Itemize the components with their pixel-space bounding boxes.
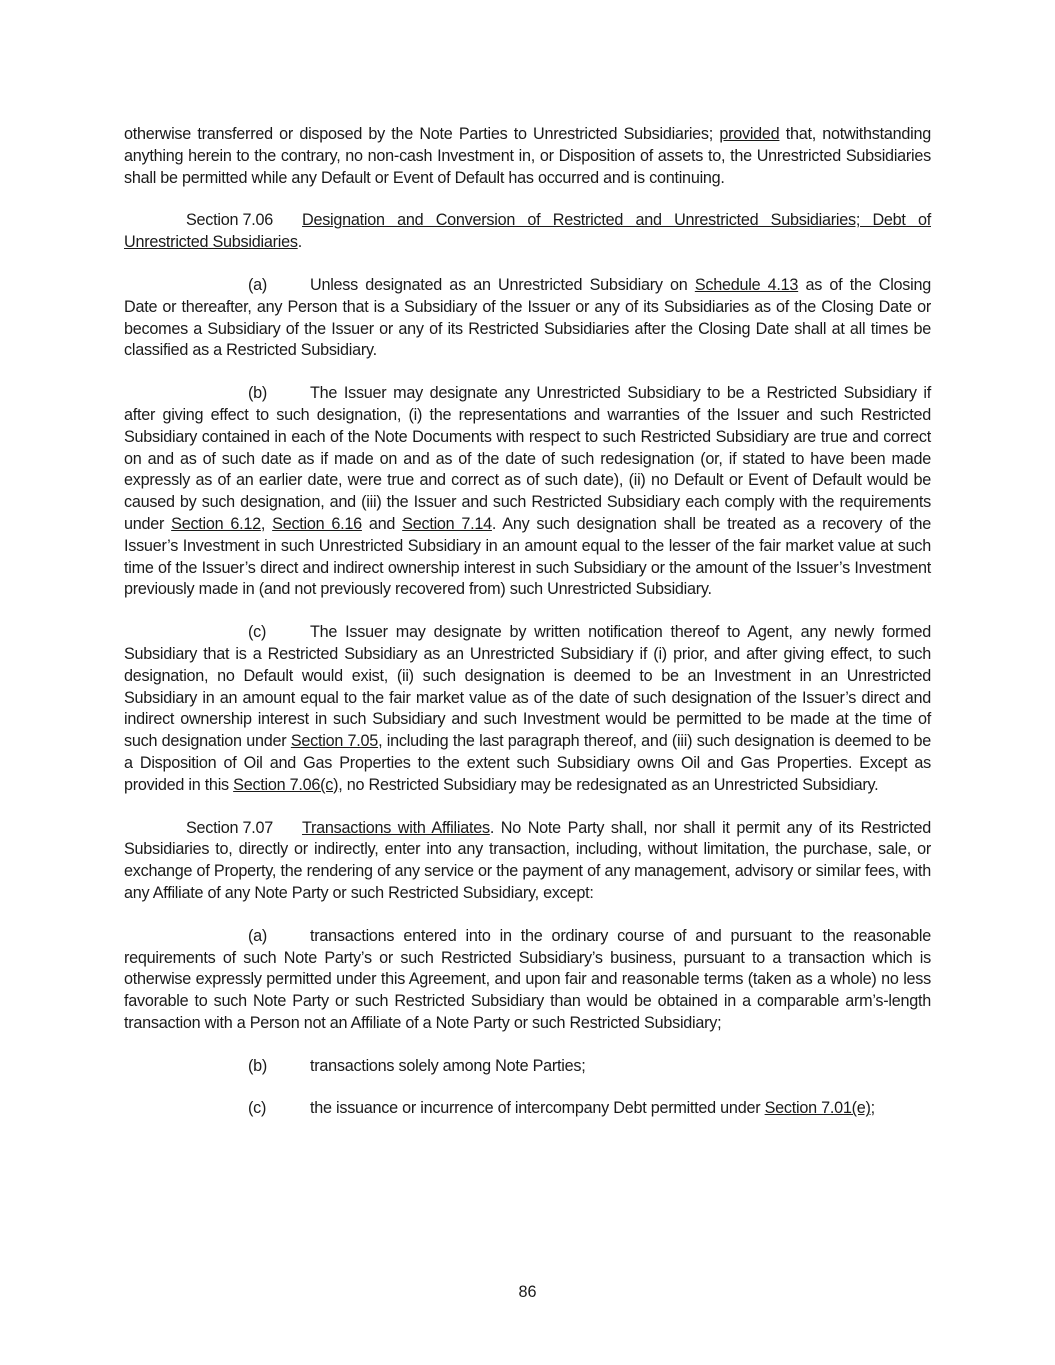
section-title: Transactions with Affiliates xyxy=(302,818,490,837)
cross-reference-link[interactable]: Schedule 4.13 xyxy=(694,275,799,294)
cross-reference-link[interactable]: Section 6.16 xyxy=(272,514,362,533)
clause-label: (b) xyxy=(248,1056,268,1075)
document-page xyxy=(124,124,931,1141)
cross-reference-link[interactable]: Section 7.06(c) xyxy=(233,775,339,794)
section-7-06-b: (b) The Issuer may designate any Unrestricted Subsidiary to be a Restricted Subsidiary if after giving effect to such designation, (i) the representations and warranties of the Issuer and such Restricted Subsidiary contained in each of the Note Documents with respect to such Restricted Subsidiary are true and correct on and as of such date as if made on and as of the date of such redesignation (or, if stated to have been made expressly as of an earlier date, were true and correct as of such date), (ii) no Default or Event of Default would be caused by such designation, and (iii) the Issuer and such Restricted Subsidiary each comply with the requirements under Section 6.12, Section 6.16 and Section 7.14. Any such designation shall be treated as a recovery of the Issuer’s Investment in such Unrestricted Subsidiary in an amount equal to the lesser of the fair market value at such time of the Issuer’s direct and indirect ownership interest in such Subsidiary or the amount of the Issuer’s Investment previously made in (and not previously recovered from) such Unrestricted Subsidiary. xyxy=(124,384,931,599)
section-number: Section 7.07 xyxy=(186,818,273,837)
section-7-07: Section 7.07 Transactions with Affiliates. No Note Party shall, nor shall it permit any of its Restricted Subsidiaries to, directly or indirectly, enter into any transaction, including, without limitation, the purchase, sale, or exchange of Property, the rendering of any service or the payment of any management, advisory or similar fees, with any Affiliate of any Note Party or such Restricted Subsidiary, except: xyxy=(124,818,931,902)
provided-term: provided xyxy=(719,125,780,143)
section-7-06-c: (c) The Issuer may designate by written notification thereof to Agent, any newly formed Subsidiary that is a Restricted Subsidiary as an Unrestricted Subsidiary if (i) prior, and after giving effect, to such designation, no Default would exist, (ii) such designation is deemed to be an Investment in an Unrestricted Subsidiary in an amount equal to the fair market value as of the date of such designation of the Issuer’s direct and indirect ownership interest in such Subsidiary and such Investment would be permitted to be made at the time of such designation under Section 7.05, including the last paragraph thereof, and (iii) such designation is deemed to be a Disposition of Oil and Gas Properties to the extent such Subsidiary owns Oil and Gas Properties. Except as provided in this Section 7.06(c), no Restricted Subsidiary may be redesignated as an Unrestricted Subsidiary. xyxy=(124,623,932,794)
paragraph-continuation: otherwise transferred or disposed by the Note Parties to Unrestricted Subsidiaries; provided that, notwithstanding anything herein to the contrary, no non-cash Investment in, or Disposition of assets to, the Unrestricted Subsidiaries shall be permitted while any Default or Event of Default has occurred and is continuing. xyxy=(124,125,932,187)
clause-label: (b) xyxy=(248,384,268,403)
clause-label: (a) xyxy=(248,926,268,945)
cross-reference-link[interactable]: Section 7.01(e) xyxy=(764,1099,871,1118)
page-number: 86 xyxy=(518,1283,537,1301)
section-7-07-c: (c) the issuance or incurrence of intercompany Debt permitted under Section 7.01(e); xyxy=(124,1098,931,1120)
clause-label: (c) xyxy=(248,1099,267,1118)
cross-reference-link[interactable]: Section 7.14 xyxy=(402,514,492,533)
section-7-07-a: (a) transactions entered into in the ordinary course of and pursuant to the reasonable requirements of such Note Party’s or such Restricted Subsidiary’s business, pursuant to a transaction which is otherwise expressly permitted under this Agreement, and upon fair and reasonable terms (taken as a whole) no less favorable to such Note Party or such Restricted Subsidiary than would be obtained in a comparable arm’s-length transaction with a Person not an Affiliate of a Note Party or such Restricted Subsidiary; xyxy=(124,926,931,1032)
cross-reference-link[interactable]: Section 7.05 xyxy=(290,732,379,751)
section-7-06-heading: Section 7.06 Designation and Conversion of Restricted and Unrestricted Subsidiaries; Debt of Unrestricted Subsidiaries. xyxy=(124,211,931,252)
section-title: Designation and Conversion of Restricted and Unrestricted Subsidiaries; Debt of Unrestricted Subsidiaries xyxy=(124,211,931,252)
section-7-07-b: (b) transactions solely among Note Parties; xyxy=(124,1056,931,1078)
clause-label: (c) xyxy=(248,623,267,642)
section-number: Section 7.06 xyxy=(186,211,273,230)
clause-label: (a) xyxy=(248,275,268,294)
section-7-06-a: (a) Unless designated as an Unrestricted Subsidiary on Schedule 4.13 as of the Closing Date or thereafter, any Person that is a Subsidiary of the Issuer or any of its Subsidiaries as of the Closing Date or becomes a Subsidiary of the Issuer or any of its Restricted Subsidiaries after the Closing Date shall at all times be classified as a Restricted Subsidiary. xyxy=(124,275,931,360)
cross-reference-link[interactable]: Section 6.12 xyxy=(171,514,261,533)
